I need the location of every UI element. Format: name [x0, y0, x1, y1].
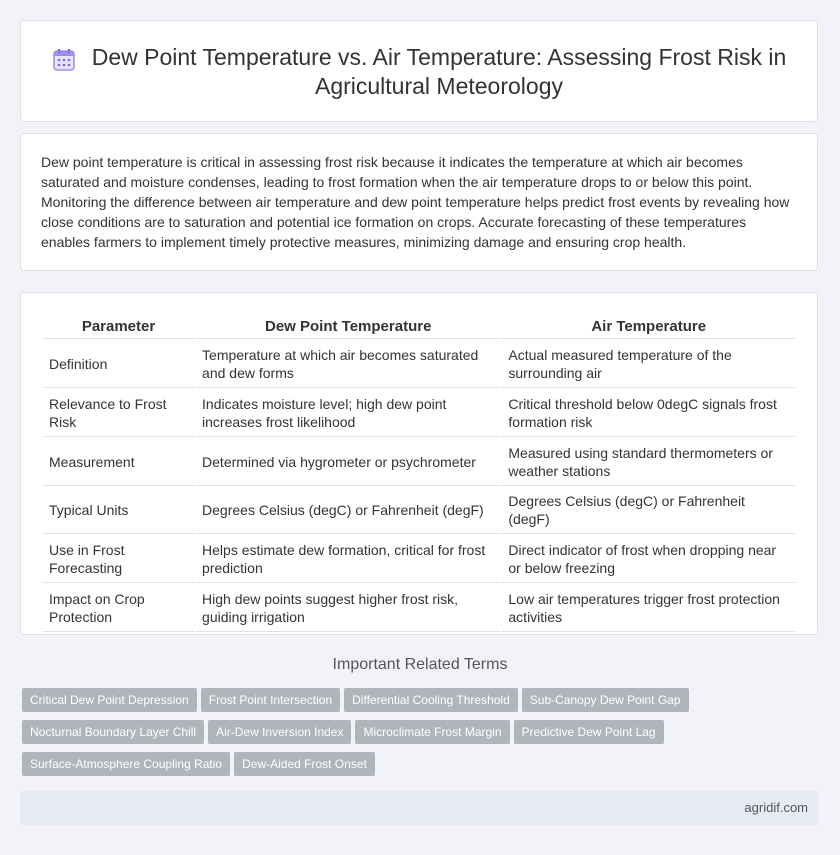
table-row: [43, 437, 795, 486]
table-cell: Temperature at which air becomes saturated and dew forms: [196, 339, 500, 388]
table-cell: Direct indicator of frost when dropping near or below freezing: [502, 534, 795, 583]
related-term-tag[interactable]: Air-Dew Inversion Index: [208, 720, 351, 744]
table-row: [43, 339, 795, 388]
table-cell: Critical threshold below 0degC signals frost formation risk: [502, 388, 795, 437]
footer: [20, 791, 818, 825]
related-terms-heading: Important Related Terms: [332, 656, 508, 673]
table-cell: Indicates moisture level; high dew point increases frost likelihood: [196, 388, 500, 437]
intro-card: [20, 133, 818, 271]
table-cell: Measurement: [43, 437, 194, 486]
related-term-tag[interactable]: Surface-Atmosphere Coupling Ratio: [22, 752, 230, 776]
footer-site-link[interactable]: agridif.com: [744, 800, 808, 815]
table-cell: Degrees Celsius (degC) or Fahrenheit (degF): [502, 486, 795, 534]
related-term-tag[interactable]: Predictive Dew Point Lag: [514, 720, 664, 744]
related-term-tag[interactable]: Dew-Aided Frost Onset: [234, 752, 375, 776]
table-cell: Use in Frost Forecasting: [43, 534, 194, 583]
table-cell: High dew points suggest higher frost risk, guiding irrigation: [196, 583, 500, 632]
related-term-tag[interactable]: Microclimate Frost Margin: [355, 720, 509, 744]
table-cell: Degrees Celsius (degC) or Fahrenheit (degF): [196, 486, 500, 534]
table-cell: Typical Units: [43, 486, 194, 534]
table-cell: Relevance to Frost Risk: [43, 388, 194, 437]
table-cell: Definition: [43, 339, 194, 388]
table-cell: Impact on Crop Protection: [43, 583, 194, 632]
related-terms-list: [22, 688, 782, 784]
intro-paragraph: Dew point temperature is critical in assessing frost risk because it indicates the temperature at which air becomes saturated and moisture condenses, leading to frost formation when the air temperature drops to or below this point. Monitoring the difference between air temperature and dew point temperature helps predict frost events by revealing how close conditions are to saturation and potential ice formation on crops. Accurate forecasting of these temperatures enables farmers to implement timely protective measures, minimizing damage and ensuring crop health.: [41, 154, 790, 250]
table-cell: Helps estimate dew formation, critical for frost prediction: [196, 534, 500, 583]
table-cell: Low air temperatures trigger frost protection activities: [502, 583, 795, 632]
related-term-tag[interactable]: Nocturnal Boundary Layer Chill: [22, 720, 204, 744]
table-row: [43, 486, 795, 534]
table-row: [43, 583, 795, 632]
comparison-table-card: [20, 292, 818, 635]
related-term-tag[interactable]: Sub-Canopy Dew Point Gap: [522, 688, 689, 712]
column-header-air-temperature: Air Temperature: [502, 313, 795, 339]
table-row: [43, 534, 795, 583]
table-cell: Actual measured temperature of the surrounding air: [502, 339, 795, 388]
table-row: [43, 388, 795, 437]
title-card: [20, 20, 818, 122]
related-term-tag[interactable]: Critical Dew Point Depression: [22, 688, 197, 712]
related-term-tag[interactable]: Frost Point Intersection: [201, 688, 340, 712]
table-cell: Measured using standard thermometers or weather stations: [502, 437, 795, 486]
page-title: Dew Point Temperature vs. Air Temperature: Assessing Frost Risk in Agricultural Meteorology: [91, 44, 787, 99]
related-term-tag[interactable]: Differential Cooling Threshold: [344, 688, 518, 712]
column-header-parameter: Parameter: [43, 313, 194, 339]
column-header-dew-point: Dew Point Temperature: [196, 313, 500, 339]
table-header-row: [43, 313, 795, 339]
comparison-table: [41, 313, 797, 632]
table-cell: Determined via hygrometer or psychrometer: [196, 437, 500, 486]
